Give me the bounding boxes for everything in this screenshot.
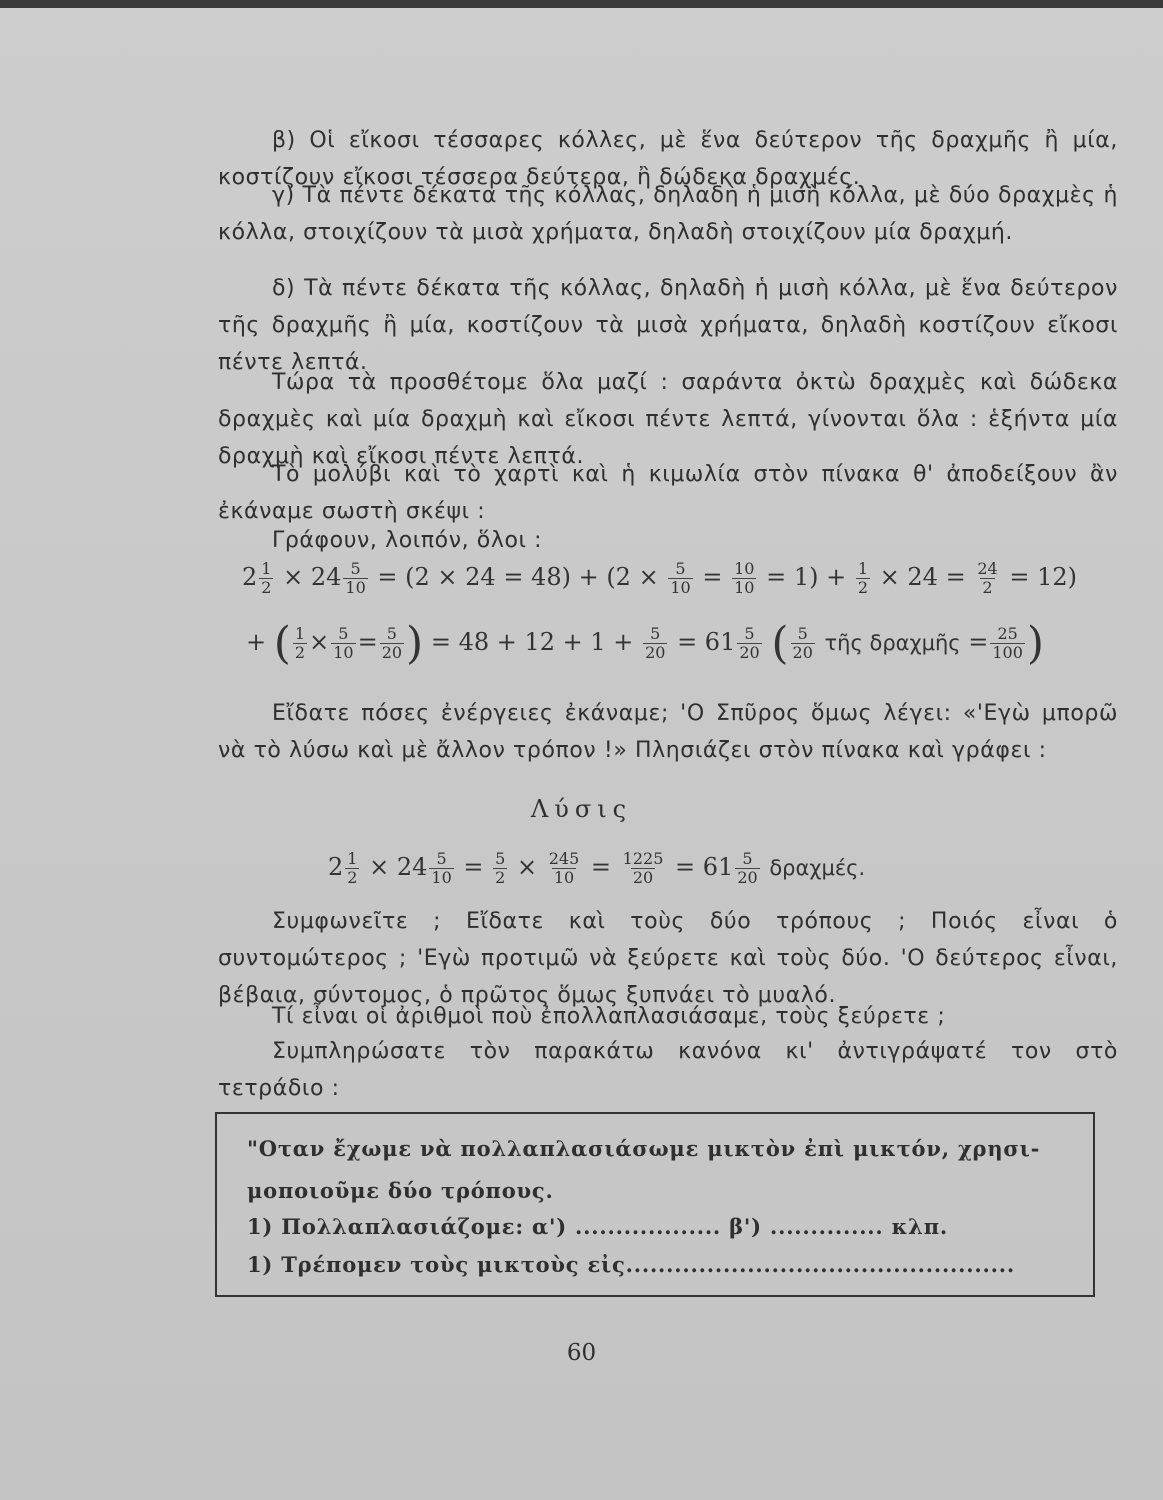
paragraph-beta: β) Οἱ εἴκοσι τέσσαρες κόλλες, μὲ ἕνα δεύτερον τῆς δραχμῆς ἢ μία, κοστίζουν εἴκοσι τέσσερα δεύτερα, ἢ δώδεκα δραχμές. [218, 128, 1118, 190]
paragraph-numbers: Τί εἶναι οἱ ἀριθμοὶ ποὺ ἐπολλαπλασιάσαμε, τοὺς ξεύρετε ; [272, 1004, 946, 1029]
solution-heading: Λύσις [530, 795, 633, 823]
scan-top-edge [0, 0, 1163, 8]
paragraph-gamma: γ) Τὰ πέντε δέκατα τῆς κόλλας, δηλαδὴ ἡ μισὴ κόλλα, μὲ δύο δραχμὲς ἡ κόλλα, στοιχίζουν τὰ μισὰ χρήματα, δηλαδὴ στοιχίζουν μία δραχμή. [218, 183, 1118, 245]
rule-line-2: μοποιοῦμε δύο τρόπους. [247, 1178, 554, 1203]
paragraph-write: Γράφουν, λοιπόν, ὅλοι : [272, 528, 543, 553]
page-number: 60 [566, 1340, 597, 1366]
paragraph-agree: Συμφωνεῖτε ; Εἴδατε καὶ τοὺς δύο τρόπους ; Ποιός εἶναι ὁ συντομώτερος ; 'Εγὼ προτιμῶ νὰ ξεύρετε καὶ τοὺς δύο. 'Ο δεύτερος εἶναι, βέβαια, σύντομος, ὁ πρῶτος ὅμως ξυπνάει τὸ μυαλό. [218, 909, 1118, 1008]
paragraph-delta: δ) Τὰ πέντε δέκατα τῆς κόλλας, δηλαδὴ ἡ μισὴ κόλλα, μὲ ἕνα δεύτερον τῆς δραχμῆς ἢ μία, κοστίζουν τὰ μισὰ χρήματα, δηλαδὴ κοστίζουν εἴκοσι πέντε λεπτά. [218, 276, 1118, 375]
rule-line-3: 1) Πολλαπλασιάζομε: α') .................. β') .............. κλπ. [247, 1214, 948, 1239]
paragraph-spyros: Εἴδατε πόσες ἐνέργειες ἐκάναμε; 'Ο Σπῦρος ὅμως λέγει: «'Εγὼ μπορῶ νὰ τὸ λύσω καὶ μὲ ἄλλον τρόπον !» Πλησιάζει στὸν πίνακα καὶ γράφει : [218, 701, 1118, 763]
paragraph-sum: Τώρα τὰ προσθέτομε ὅλα μαζί : σαράντα ὀκτὼ δραχμὲς καὶ δώδεκα δραχμὲς καὶ μία δραχμὴ καὶ εἴκοσι πέντε λεπτά, γίνονται ὅλα : ἑξήντα μία δραχμὴ καὶ εἴκοσι πέντε λεπτά. [218, 370, 1118, 469]
equation-3: 2 $\frac{1}{2}$ × 24 $\frac{5}{10}$ = $\frac{5}{2}$ × $\frac{245}{10}$ = $\frac{1225}{20}$ = 61 $\frac{5}{20}$ δραχμές. [328, 849, 866, 887]
rule-box [215, 1112, 1095, 1297]
equation-1: 2 $\frac{1}{2}$ × 24 $\frac{5}{10}$ = (2 × 24 = 48) + (2 × $\frac{5}{10}$ = $\frac{10}{10}$ = 1) + $\frac{1}{2}$ × 24 = $\frac{24}{2}$ = 12) [242, 559, 1077, 597]
paragraph-pencil: Τὸ μολύβι καὶ τὸ χαρτὶ καὶ ἡ κιμωλία στὸν πίνακα θ' ἀποδείξουν ἂν ἐκάναμε σωστὴ σκέψι : [218, 462, 1118, 524]
rule-line-4: 1) Τρέπομεν τοὺς μικτοὺς εἰς................................................ [247, 1252, 1015, 1277]
equation-2: + ( $\frac{1}{2}$ × $\frac{5}{10}$ = $\frac{5}{20}$ ) = 48 + 12 + 1 + $\frac{5}{20}$ = 61 $\frac{5}{20}$ ( $\frac{5}{20}$ τῆς δραχμῆς = $\frac{25}{100}$ ) [246, 618, 1045, 669]
paragraph-complete: Συμπληρώσατε τὸν παρακάτω κανόνα κι' ἀντιγράψατέ τον στὸ τετράδιο : [218, 1039, 1118, 1101]
rule-line-1: "Οταν ἔχωμε νὰ πολλαπλασιάσωμε μικτὸν ἐπὶ μικτόν, χρησι- [247, 1136, 1041, 1161]
